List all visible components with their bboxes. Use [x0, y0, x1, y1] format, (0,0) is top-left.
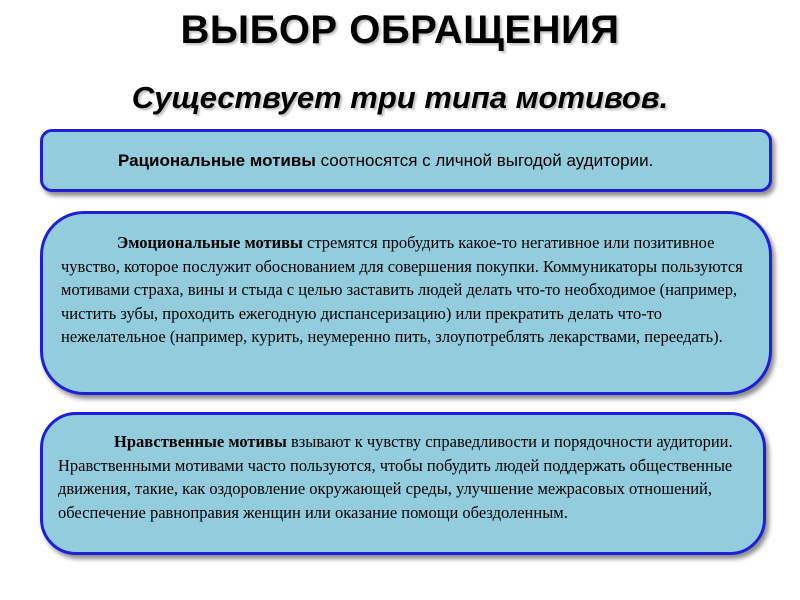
- moral-motives-term: Нравственные мотивы: [114, 432, 287, 451]
- emotional-motives-box: [40, 211, 772, 395]
- emotional-motives-paragraph: [61, 231, 749, 349]
- moral-motives-text: взывают к чувству справедливости и порядочности аудитории. Нравственными мотивами часто пользуются, чтобы побудить людей поддержать общественные движения, такие, как оздоровление окружающей среды, улучшение межрасовых отношений, обеспечение равноправия женщин или оказание помощи обездоленным.: [58, 432, 733, 522]
- rational-motives-text: соотносятся с личной выгодой аудитории.: [315, 150, 654, 170]
- emotional-motives-term: Эмоциональные мотивы: [117, 233, 303, 252]
- rational-motives-paragraph: [43, 151, 653, 171]
- moral-motives-box: [40, 412, 766, 555]
- slide-subtitle: Существует три типа мотивов.: [131, 80, 669, 115]
- slide-title: ВЫБОР ОБРАЩЕНИЯ: [180, 8, 620, 52]
- emotional-motives-text: стремятся пробудить какое-то негативное или позитивное чувство, которое послужит обоснованием для совершения покупки. Коммуникаторы пользуются мотивами страха, вины и стыда с целью заставить людей делать что-то необходимое (например, чистить зубы, проходить ежегодную диспансеризацию) или прекратить делать что-то нежелательное (например, курить, неумеренно пить, злоупотреблять лекарствами, переедать).: [61, 233, 743, 346]
- rational-motives-box: [40, 129, 772, 192]
- rational-motives-term: Рациональные мотивы: [118, 150, 316, 170]
- moral-motives-paragraph: [58, 430, 743, 524]
